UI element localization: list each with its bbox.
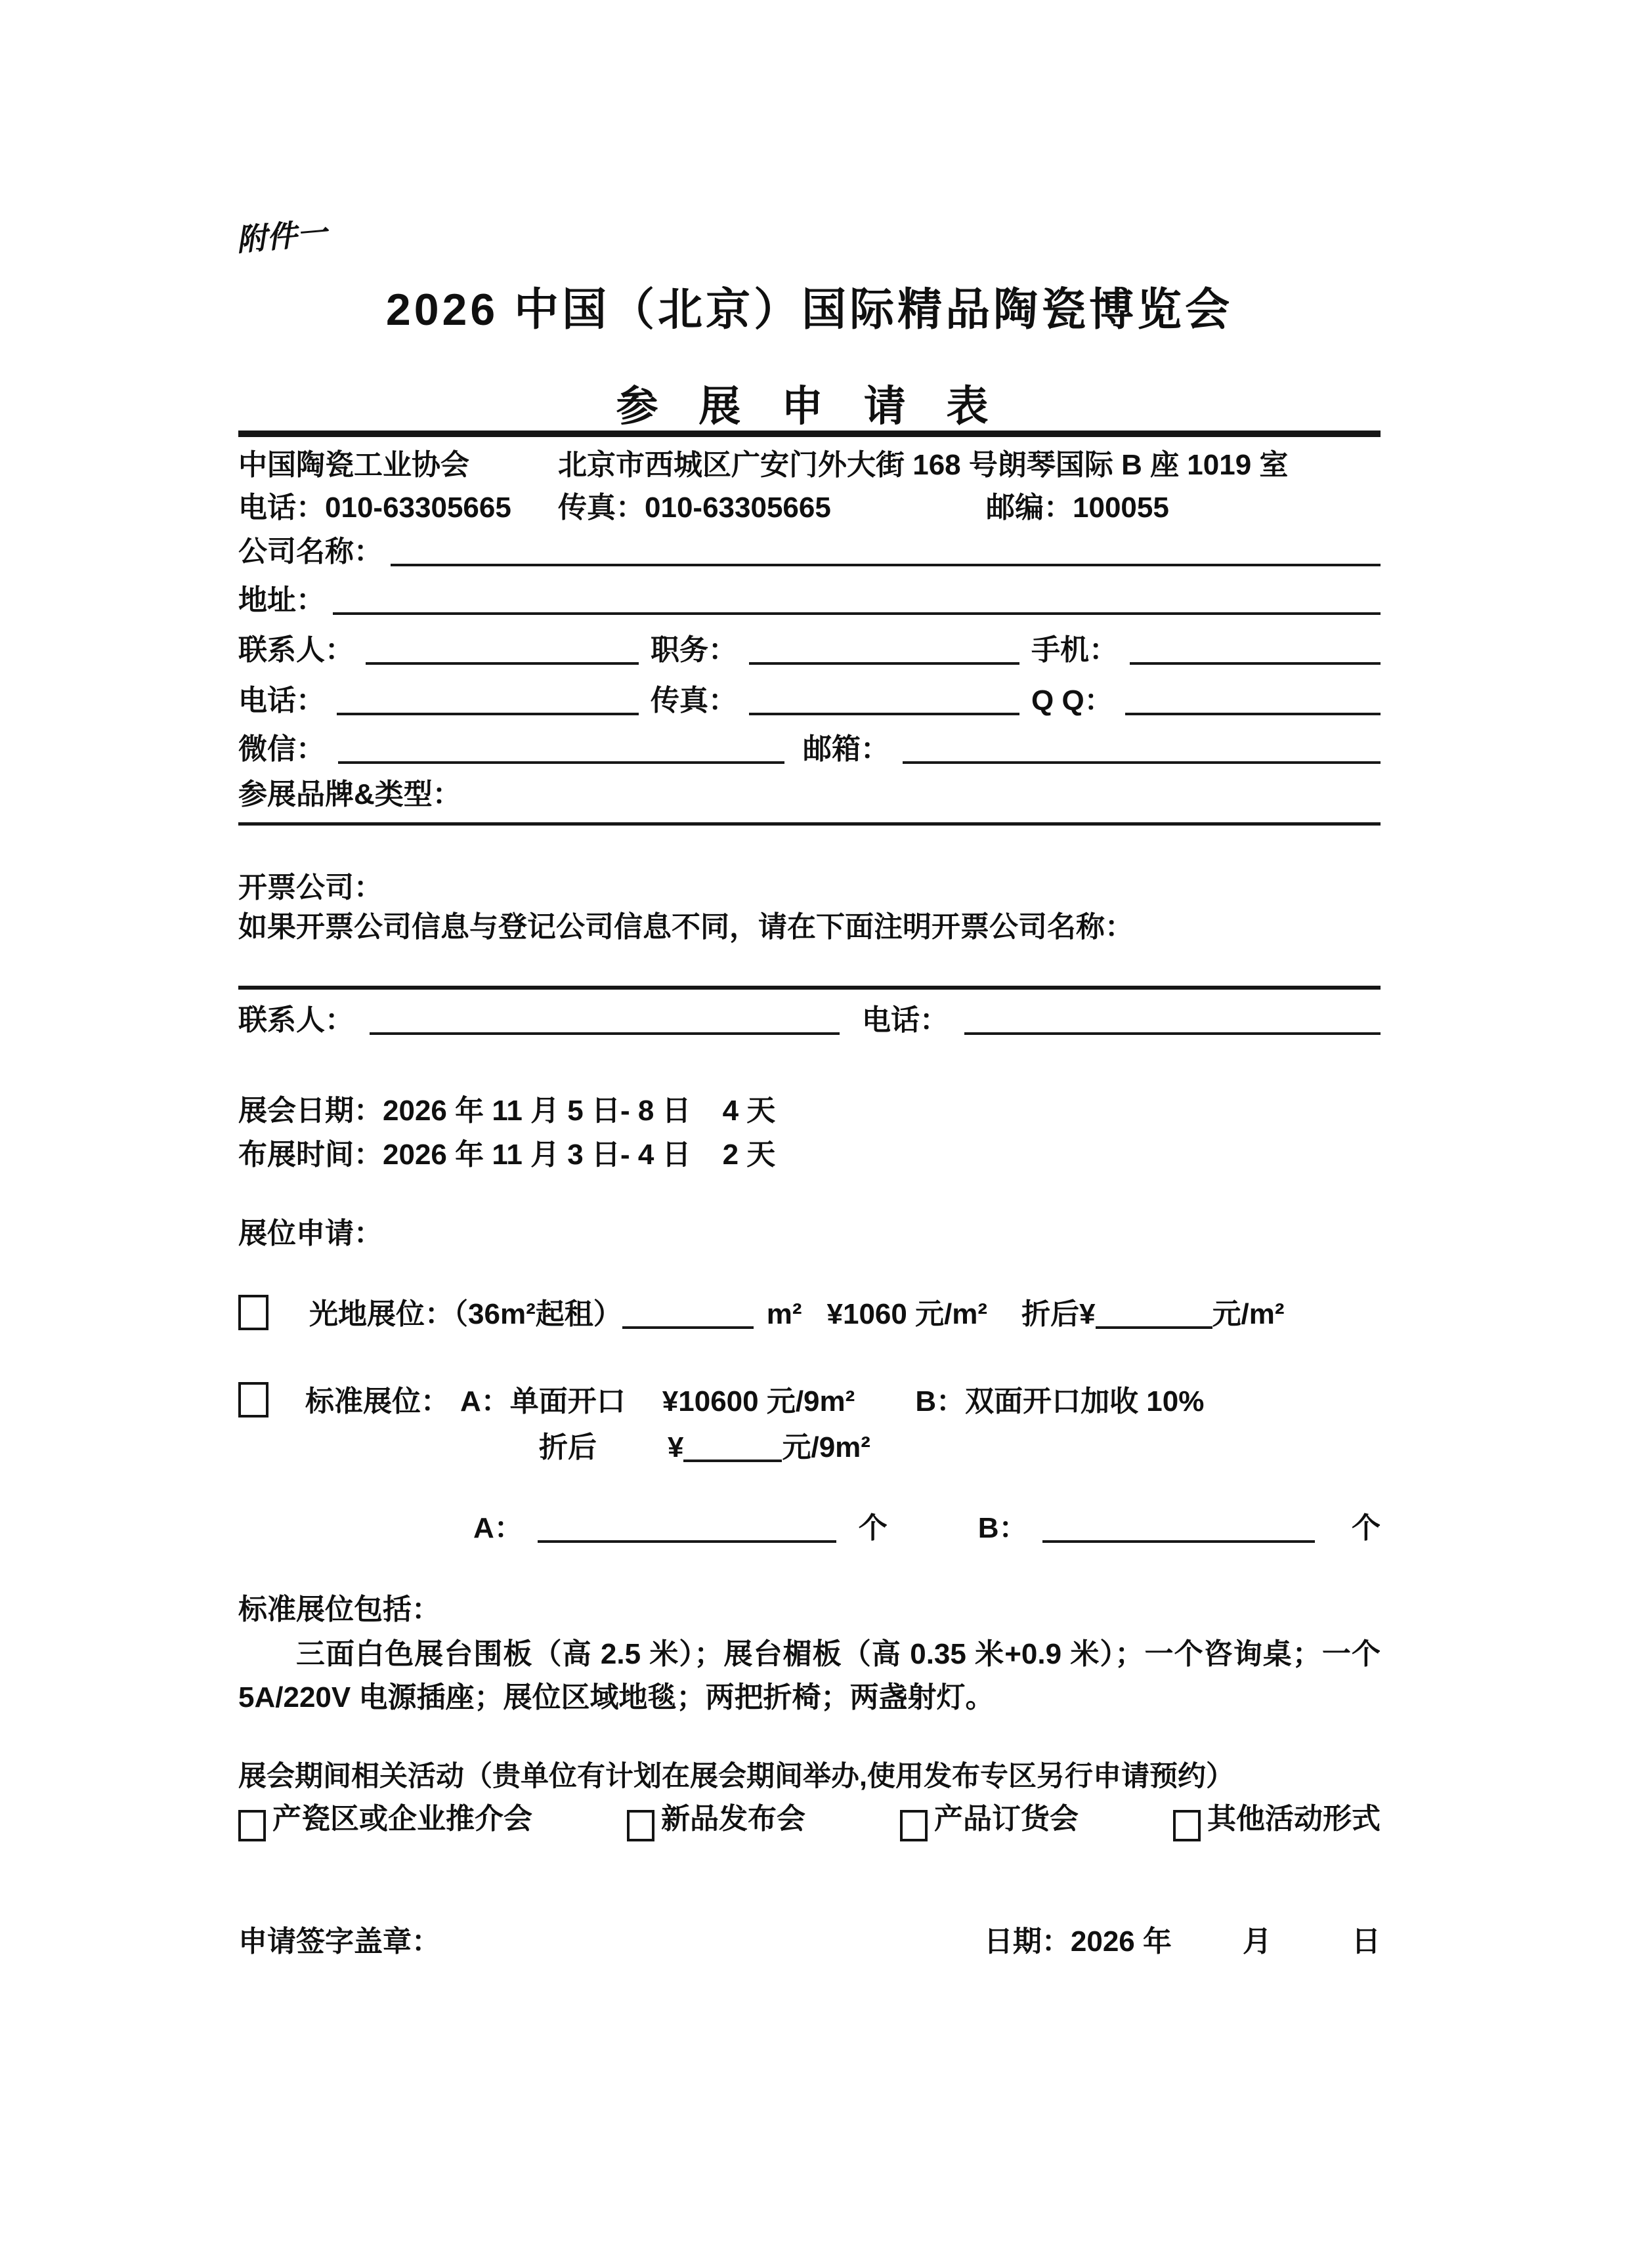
- phone-line: [337, 706, 639, 715]
- count-b-line: [1042, 1534, 1315, 1543]
- setup-date-days: 2 天: [722, 1139, 776, 1171]
- wechat-row: [238, 730, 1381, 768]
- date-day: 日: [1352, 1925, 1381, 1958]
- standard-booth-a: A：单面开口: [460, 1385, 626, 1418]
- contact-row: [238, 631, 1381, 669]
- show-date-days: 4 天: [722, 1095, 776, 1127]
- activity-checkbox-2: [627, 1810, 654, 1841]
- organizer-address: 北京市西城区广安门外大街 168 号朗琴国际 B 座 1019 室: [558, 449, 1289, 481]
- invoice-contact-line: [370, 1026, 840, 1035]
- activity-option-2: 新品发布会: [627, 1800, 805, 1838]
- raw-booth-discount-label: 折后¥: [1021, 1297, 1096, 1330]
- brand-row: [238, 776, 1381, 826]
- company-name-label: 公司名称：: [238, 536, 383, 568]
- activity-checkbox-3: [900, 1810, 928, 1841]
- standard-booth-row: [238, 1382, 1381, 1420]
- company-name-row: [238, 533, 1381, 570]
- job-title-label: 职务：: [651, 634, 737, 666]
- booth-section-title: 展位申请：: [238, 1217, 383, 1250]
- setup-date-label: 布展时间：: [238, 1139, 383, 1171]
- job-title-line: [749, 656, 1019, 665]
- count-b-unit: 个: [1352, 1512, 1381, 1544]
- standard-discount-line: [683, 1453, 782, 1462]
- setup-date-value: 2026 年 11 月 3 日- 4 日: [383, 1139, 691, 1171]
- invoice-note: [238, 908, 1381, 946]
- attachment-label: 附件一: [235, 215, 329, 258]
- count-a-line: [538, 1534, 836, 1543]
- invoice-note-text: 如果开票公司信息与登记公司信息不同，请在下面注明开票公司名称：: [238, 911, 1134, 943]
- address-label: 地址：: [238, 584, 325, 616]
- activity-option-4: 其他活动形式: [1173, 1800, 1381, 1838]
- activity-checkbox-1: [238, 1810, 266, 1841]
- show-date-row: [238, 1092, 1381, 1129]
- invoice-phone-line: [964, 1026, 1381, 1035]
- email-line: [903, 755, 1381, 764]
- qq-label: Q Q：: [1031, 684, 1113, 717]
- activity-option-3: 产品订货会: [900, 1800, 1079, 1838]
- company-name-line: [391, 557, 1381, 566]
- mobile-line: [1130, 656, 1381, 665]
- organizer-contact-row: [238, 489, 1381, 526]
- standard-discount-unit: 元/9m²: [782, 1431, 870, 1463]
- wechat-line: [338, 755, 784, 764]
- page-title: 2026 中国（北京）国际精品陶瓷博览会: [385, 285, 1233, 335]
- count-a-unit: 个: [858, 1512, 888, 1544]
- standard-discount-row: [238, 1429, 1381, 1466]
- invoice-contact-row: [238, 1001, 1381, 1039]
- mobile-label: 手机：: [1031, 634, 1118, 666]
- email-label: 邮箱：: [803, 733, 889, 765]
- setup-date-row: [238, 1136, 1381, 1173]
- invoice-contact-label: 联系人：: [238, 1004, 354, 1036]
- page-subtitle: 参 展 申 请 表: [616, 383, 1003, 430]
- organizer-row: [238, 446, 1381, 484]
- header-rule: [238, 430, 1381, 437]
- raw-booth-price: ¥1060 元/m²: [826, 1297, 988, 1330]
- date-year: 2026 年: [1070, 1925, 1172, 1958]
- booth-count-row: [238, 1509, 1381, 1547]
- activity-checkbox-4: [1173, 1810, 1201, 1841]
- raw-booth-area-line: [622, 1320, 754, 1329]
- invoice-title-label: 开票公司：: [238, 872, 383, 904]
- signature-label: 申请签字盖章：: [238, 1925, 440, 1958]
- standard-booth-label: 标准展位：: [305, 1385, 450, 1418]
- included-title: 标准展位包括：: [238, 1593, 440, 1626]
- qq-line: [1125, 706, 1381, 715]
- activities-title: 展会期间相关活动（贵单位有计划在展会期间举办,使用发布专区另行申请预约）: [238, 1761, 1234, 1792]
- contact-line: [366, 656, 639, 665]
- standard-booth-checkbox: [238, 1382, 268, 1418]
- brand-label: 参展品牌&类型：: [238, 778, 461, 810]
- organizer-name: 中国陶瓷工业协会: [238, 449, 469, 481]
- raw-booth-row: [238, 1295, 1381, 1333]
- count-a-label: A：: [473, 1512, 523, 1544]
- count-b-label: B：: [977, 1512, 1028, 1544]
- fax-line: [749, 706, 1019, 715]
- included-text: 三面白色展台围板（高 2.5 米）；展台楣板（高 0.35 米+0.9 米）；一个咨询桌；一个 5A/220V 电源插座；展位区域地毯；两把折椅；两盏射灯。: [238, 1638, 1381, 1713]
- raw-booth-label: 光地展位：（36m²起租）: [309, 1297, 622, 1330]
- wechat-label: 微信：: [238, 733, 325, 765]
- standard-discount-label: 折后: [539, 1431, 597, 1463]
- date-label: 日期：: [983, 1925, 1071, 1958]
- phone-row: [238, 682, 1381, 719]
- raw-booth-unit: m²: [766, 1297, 802, 1330]
- show-date-value: 2026 年 11 月 5 日- 8 日: [383, 1095, 691, 1127]
- invoice-company-line: [238, 986, 1381, 990]
- attachment-row: [235, 215, 1381, 260]
- activity-option-1: 产瓷区或企业推介会: [238, 1800, 532, 1838]
- standard-booth-a-price: ¥10600 元/9m²: [662, 1385, 855, 1418]
- raw-booth-discount-unit: 元/m²: [1212, 1297, 1285, 1330]
- invoice-phone-label: 电话：: [862, 1004, 949, 1036]
- date-month: 月: [1243, 1925, 1272, 1958]
- standard-discount-currency: ¥: [668, 1431, 684, 1463]
- address-row: [238, 581, 1381, 619]
- raw-booth-checkbox: [238, 1295, 268, 1330]
- contact-label: 联系人：: [238, 634, 354, 666]
- organizer-zip: 邮编：100055: [986, 492, 1169, 524]
- phone-label: 电话：: [238, 684, 325, 717]
- standard-booth-b: B：双面开口加收 10%: [915, 1385, 1205, 1418]
- raw-booth-discount-line: [1096, 1320, 1212, 1329]
- form-content: [235, 215, 1381, 2054]
- address-line: [333, 606, 1381, 615]
- fax-label: 传真：: [651, 684, 737, 717]
- show-date-label: 展会日期：: [238, 1095, 383, 1127]
- organizer-fax: 传真：010-63305665: [558, 492, 831, 524]
- activities-options-row: [238, 1800, 1381, 1838]
- invoice-title: [238, 869, 1381, 906]
- organizer-phone: 电话：010-63305665: [238, 492, 511, 524]
- signature-row: [238, 1923, 1381, 1960]
